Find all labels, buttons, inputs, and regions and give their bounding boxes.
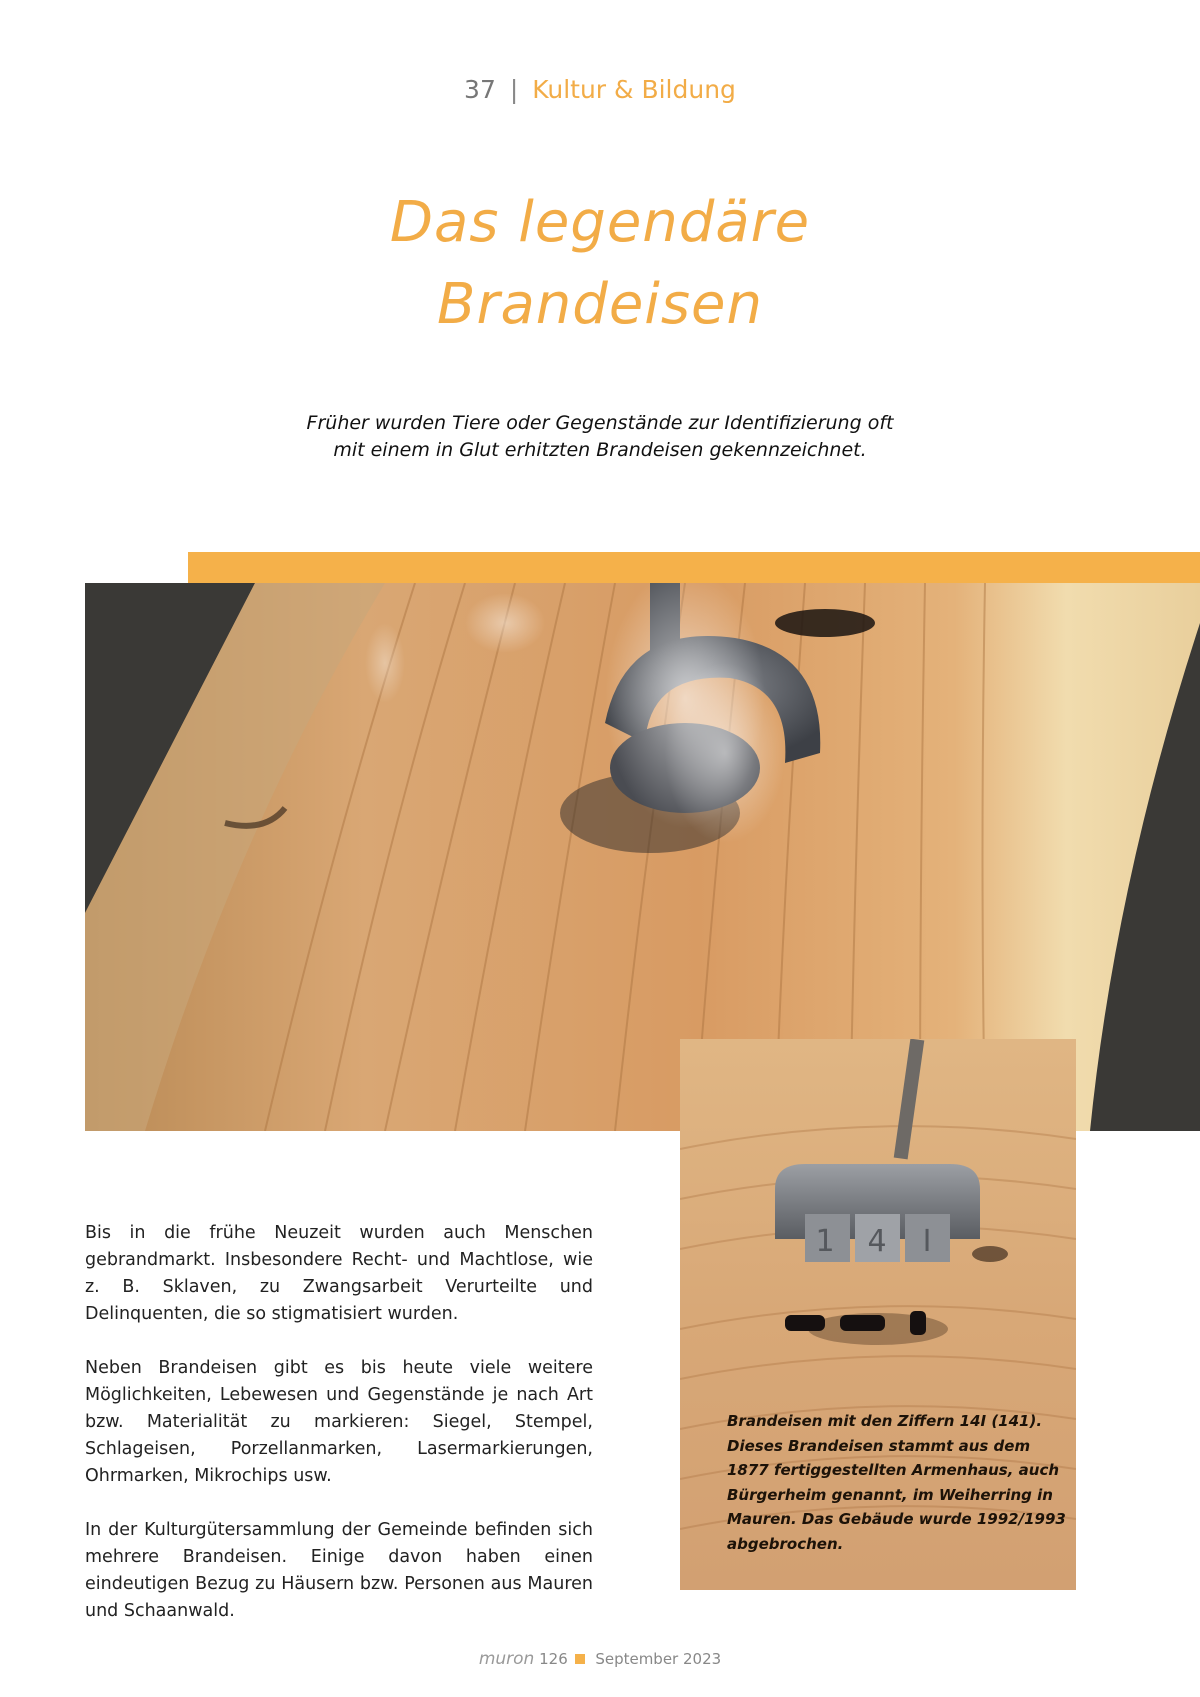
article-body [85, 1220, 593, 1652]
section-name: Kultur & Bildung [532, 75, 736, 104]
photo-caption: Brandeisen mit den Ziffern 14I (141). Dieses Brandeisen stammt aus dem 1877 fertiggestellten Armenhaus, auch Bürgerheim genannt, im Weiherring in Mauren. Das Gebäude wurde 1992/1993 abgebrochen. [727, 1412, 1066, 1553]
page-footer [0, 1649, 1200, 1669]
page-number: 37 [464, 75, 496, 104]
title-line-1: Das legendäre [389, 190, 811, 255]
issue-number: 126 [539, 1650, 568, 1668]
body-paragraph-2: Neben Brandeisen gibt es bis heute viele weitere Möglichkeiten, Lebewesen und Gegenstände je nach Art bzw. Materialität zu markieren: Siegel, Stempel, Schlageisen, Porzellanmarken, Lasermarkierungen, Ohrmarken, Mikrochips usw. [85, 1358, 593, 1486]
issue-date: September 2023 [595, 1650, 722, 1668]
article-lead [250, 410, 950, 464]
body-paragraph-1: Bis in die frühe Neuzeit wurden auch Menschen gebrandmarkt. Insbesondere Recht- und Machtlose, wie z. B. Sklaven, zu Zwangsarbeit Verurteilte und Delinquenten, die so stigmatisiert wurden. [85, 1223, 593, 1324]
title-line-2: Brandeisen [437, 272, 763, 337]
header-separator: | [509, 75, 519, 104]
svg-text:I: I [922, 1224, 932, 1259]
svg-text:4: 4 [867, 1224, 887, 1259]
footer-square-icon [575, 1654, 585, 1664]
lead-line-1: Früher wurden Tiere oder Gegenstände zur Identifizierung oft [306, 412, 894, 434]
svg-text:1: 1 [815, 1224, 835, 1259]
page-header [0, 70, 1200, 110]
article-title [0, 182, 1200, 346]
body-paragraph-3: In der Kulturgütersammlung der Gemeinde befinden sich mehrere Brandeisen. Einige davon haben einen eindeutigen Bezug zu Häusern bzw. Personen aus Mauren und Schaanwald. [85, 1520, 593, 1621]
magazine-name: muron [478, 1649, 535, 1669]
lead-line-2: mit einem in Glut erhitzten Brandeisen gekennzeichnet. [333, 439, 867, 461]
accent-bar [188, 552, 1200, 583]
